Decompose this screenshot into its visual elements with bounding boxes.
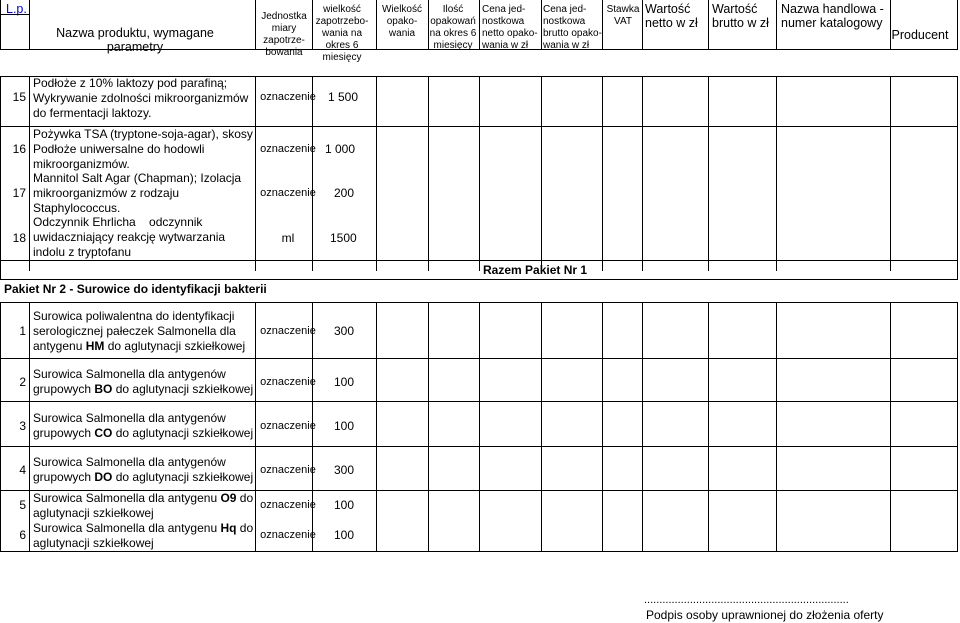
header-unit-net: Cena jed- nostkowa netto opako- wania w zł xyxy=(482,4,538,51)
row-product-name: Surowica Salmonella dla antygenów grupowych BO do aglutynacji szkiełkowej xyxy=(33,367,254,396)
header-vat: Stawka VAT xyxy=(606,4,640,27)
header-trade-name: Nazwa handlowa - numer katalogowy xyxy=(781,2,884,30)
header-lp: L.p. xyxy=(6,2,27,16)
row-unit: oznaczenie xyxy=(260,464,316,476)
row-quantity: 1 500 xyxy=(328,90,359,104)
row-quantity: 100 xyxy=(334,375,355,389)
row-quantity: 300 xyxy=(334,463,355,477)
row-product-name: Mannitol Salt Agar (Chapman); Izolacja mikroorganizmów z rodzaju Staphylococcus. xyxy=(33,171,242,215)
row-quantity: 100 xyxy=(334,528,355,542)
row-quantity: 1 000 xyxy=(325,142,356,156)
row-quantity: 100 xyxy=(334,498,355,512)
row-unit: oznaczenie xyxy=(260,143,316,155)
package-2-title: Pakiet Nr 2 - Surowice do identyfikacji bakterii xyxy=(4,282,267,296)
row-quantity: 1500 xyxy=(330,231,357,245)
header-value-gross: Wartość brutto w zł xyxy=(712,2,769,30)
header-producer: Producent xyxy=(891,28,949,42)
row-product-name: Surowica Salmonella dla antygenu Hq do aglutynacji szkiełkowej xyxy=(33,521,254,550)
header-pack-qty: Ilość opakowań na okres 6 miesięcy xyxy=(429,4,477,51)
header-need: wielkość zapotrzebo- wania na okres 6 miesięcy xyxy=(315,4,369,63)
row-product-name: Surowica Salmonella dla antygenów grupowych DO do aglutynacji szkiełkowej xyxy=(33,455,254,484)
row-product-name: Odczynnik Ehrlicha odczynnik uwidaczniający reakcję wytwarzania indolu z tryptofanu xyxy=(33,215,226,259)
row-unit: oznaczenie xyxy=(260,91,316,103)
row-unit: oznaczenie xyxy=(260,325,316,337)
row-number: 5 xyxy=(19,498,26,512)
header-pack-size: Wielkość opako- wania xyxy=(381,4,422,39)
row-product-name: Surowica Salmonella dla antygenów grupowych CO do aglutynacji szkiełkowej xyxy=(33,411,254,440)
header-unit-gross: Cena jed- nostkowa brutto opako- wania w zł xyxy=(543,4,602,51)
row-number: 2 xyxy=(19,375,26,389)
row-unit: oznaczenie xyxy=(260,187,316,199)
row-unit: oznaczenie xyxy=(260,376,316,388)
row-number: 4 xyxy=(19,463,26,477)
row-number: 17 xyxy=(12,186,26,200)
row-unit: ml xyxy=(281,231,295,245)
package-1-total-label: Razem Pakiet Nr 1 xyxy=(483,263,588,277)
row-product-name: Surowica poliwalentna do identyfikacji serologicznej pałeczek Salmonella dla antygenu HM do aglutynacji szkiełkowej xyxy=(33,309,246,353)
row-unit: oznaczenie xyxy=(260,420,316,432)
row-unit: oznaczenie xyxy=(260,529,316,541)
row-quantity: 200 xyxy=(334,186,355,200)
header-unit: Jednostka miary zapotrze- bowania xyxy=(261,11,307,58)
row-number: 1 xyxy=(19,324,26,338)
signature-label: Podpis osoby uprawnionej do złożenia oferty xyxy=(646,608,884,622)
row-quantity: 300 xyxy=(334,324,355,338)
header-value-net: Wartość netto w zł xyxy=(645,2,698,30)
row-number: 16 xyxy=(12,142,26,156)
signature-dots: ................................................................... xyxy=(644,594,849,606)
row-product-name: Pożywka TSA (tryptone-soja-agar), skosy Podłoże uniwersalne do hodowli mikroorganizmów. xyxy=(33,127,253,171)
row-quantity: 100 xyxy=(334,419,355,433)
row-unit: oznaczenie xyxy=(260,499,316,511)
row-number: 15 xyxy=(12,90,26,104)
row-number: 6 xyxy=(19,528,26,542)
row-number: 3 xyxy=(19,419,26,433)
row-number: 18 xyxy=(12,231,26,245)
row-product-name: Surowica Salmonella dla antygenu O9 do aglutynacji szkiełkowej xyxy=(33,491,254,520)
header-product: Nazwa produktu, wymagane parametry xyxy=(56,26,214,54)
row-product-name: Podłoże z 10% laktozy pod parafiną; Wykrywanie zdolności mikroorganizmów do fermentacji laktozy. xyxy=(33,76,249,120)
